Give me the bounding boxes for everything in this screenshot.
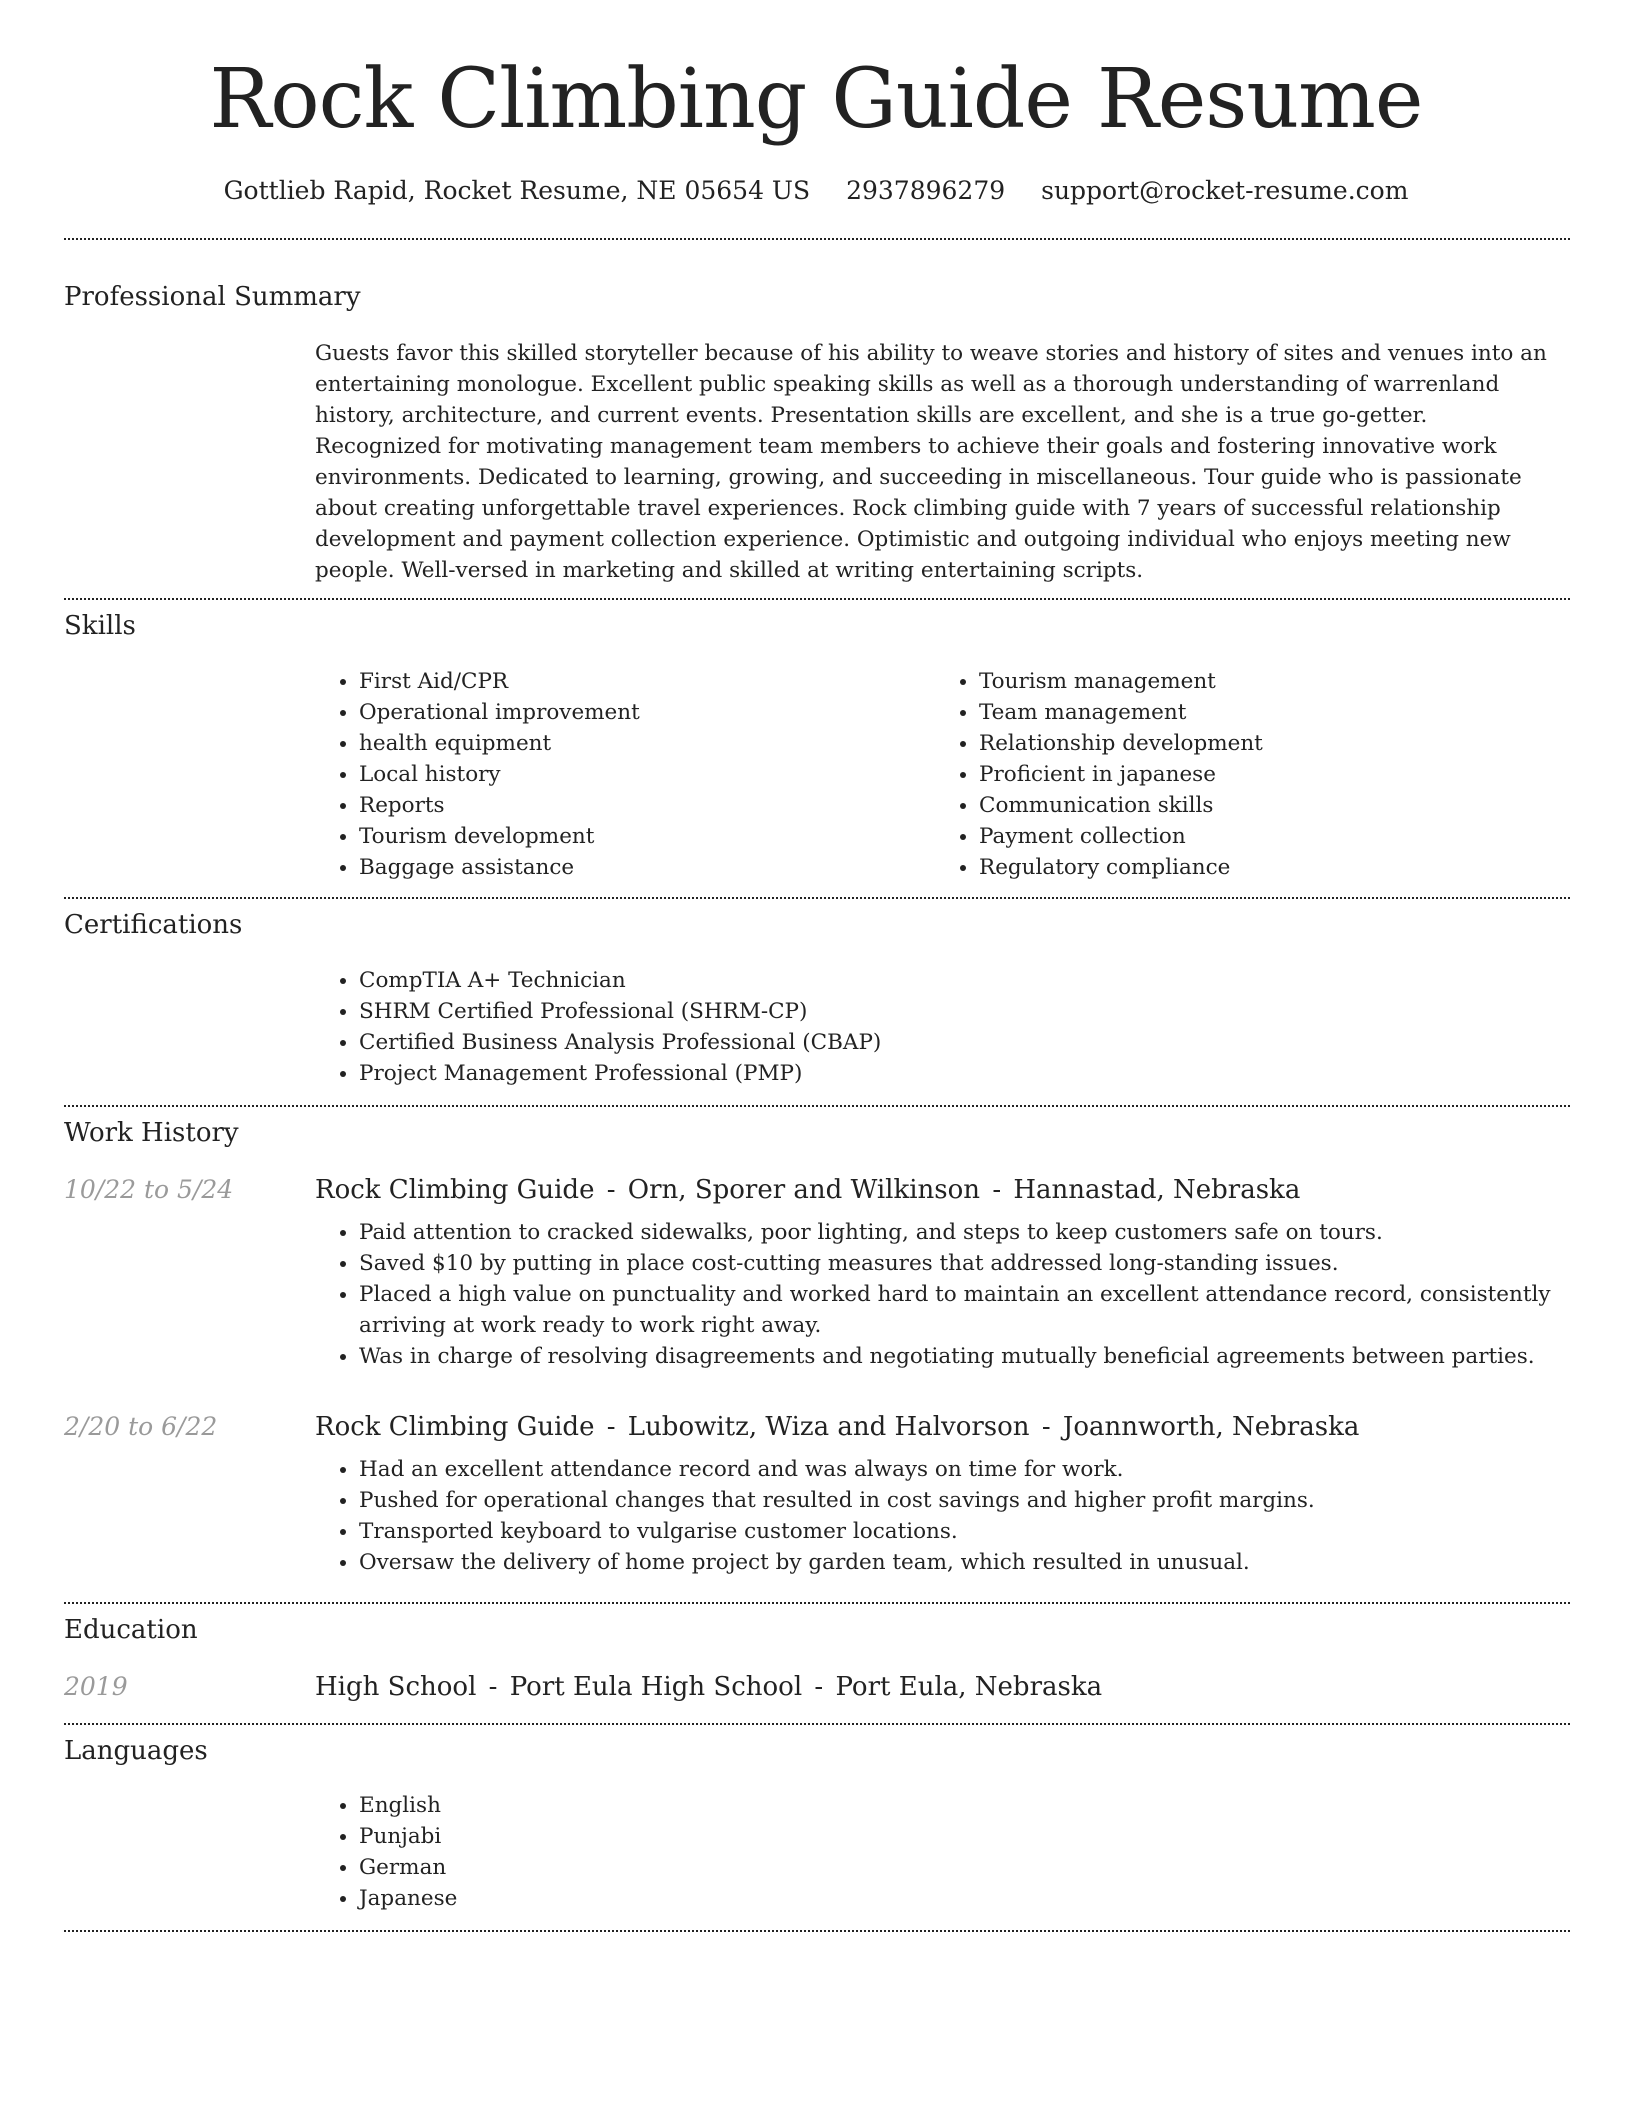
education-location: Port Eula, Nebraska (835, 1672, 1103, 1702)
skill-item: • Operational improvement (359, 697, 935, 728)
skill-item: • Regulatory compliance (979, 852, 1555, 883)
section-heading-certifications: Certifications (64, 910, 243, 940)
language-item: • German (359, 1852, 1555, 1883)
language-item: • Japanese (359, 1883, 1555, 1914)
job-entry (315, 1410, 1555, 1578)
contact-phone: 2937896279 (846, 176, 1006, 205)
skill-item: • Relationship development (979, 728, 1555, 759)
skill-item: • Team management (979, 697, 1555, 728)
separator: - (606, 1412, 616, 1442)
job-dates: 10/22 to 5/24 (64, 1175, 234, 1204)
language-item: • Punjabi (359, 1821, 1555, 1852)
skill-item: • Tourism management (979, 666, 1555, 697)
divider (64, 1930, 1570, 1932)
job-bullet: • Saved $10 by putting in place cost-cutting measures that addressed long-standing issues. (359, 1248, 1555, 1279)
separator: - (814, 1672, 824, 1702)
contact-address: Gottlieb Rapid, Rocket Resume, NE 05654 US (223, 176, 811, 205)
job-location: Joannworth, Nebraska (1062, 1412, 1360, 1442)
certification-item: • CompTIA A+ Technician (359, 965, 1555, 996)
job-bullet: • Paid attention to cracked sidewalks, poor lighting, and steps to keep customers safe on tours. (359, 1217, 1555, 1248)
job-location: Hannastad, Nebraska (1013, 1175, 1301, 1205)
section-heading-education: Education (64, 1615, 198, 1645)
separator: - (488, 1672, 498, 1702)
skill-item: • Tourism development (359, 821, 935, 852)
section-heading-skills: Skills (64, 611, 136, 641)
education-title-line (315, 1670, 1555, 1704)
job-title-line (315, 1173, 1555, 1207)
section-heading-summary: Professional Summary (64, 282, 361, 312)
job-bullet: • Pushed for operational changes that resulted in cost savings and higher profit margins. (359, 1485, 1555, 1516)
skill-item: • Communication skills (979, 790, 1555, 821)
job-bullet: • Was in charge of resolving disagreements and negotiating mutually beneficial agreements between parties. (359, 1341, 1555, 1372)
languages-section (315, 1790, 1555, 1914)
job-role: Rock Climbing Guide (315, 1412, 595, 1442)
education-year: 2019 (64, 1672, 128, 1701)
divider (64, 897, 1570, 899)
job-bullet: • Had an excellent attendance record and was always on time for work. (359, 1454, 1555, 1485)
languages-list (315, 1790, 1555, 1914)
certifications-section (315, 965, 1555, 1089)
skill-item: • Baggage assistance (359, 852, 935, 883)
job-title-line (315, 1410, 1555, 1444)
summary-section (315, 338, 1555, 586)
divider (64, 1105, 1570, 1107)
job-bullets (315, 1217, 1555, 1372)
separator: - (606, 1175, 616, 1205)
job-role: Rock Climbing Guide (315, 1175, 595, 1205)
certification-item: • Project Management Professional (PMP) (359, 1058, 1555, 1089)
education-degree: High School (315, 1672, 477, 1702)
resume-title: Rock Climbing Guide Resume (209, 52, 1423, 147)
job-bullets (315, 1454, 1555, 1578)
divider (64, 1602, 1570, 1604)
job-bullet: • Placed a high value on punctuality and worked hard to maintain an excellent attendance record, consistently arriving at work ready to work right away. (359, 1279, 1555, 1341)
certifications-list (315, 965, 1555, 1089)
section-heading-languages: Languages (64, 1736, 208, 1766)
skill-item: • Payment collection (979, 821, 1555, 852)
skill-item: • Reports (359, 790, 935, 821)
skill-item: • Proficient in japanese (979, 759, 1555, 790)
section-heading-work-history: Work History (64, 1118, 239, 1148)
skill-item: • Local history (359, 759, 935, 790)
job-entry (315, 1173, 1555, 1372)
separator: - (992, 1175, 1002, 1205)
divider (64, 598, 1570, 600)
education-school: Port Eula High School (509, 1672, 803, 1702)
skill-item: • First Aid/CPR (359, 666, 935, 697)
contact-email: support@rocket-resume.com (1041, 176, 1409, 205)
job-dates: 2/20 to 6/22 (64, 1412, 218, 1441)
job-bullet: • Oversaw the delivery of home project by garden team, which resulted in unusual. (359, 1547, 1555, 1578)
job-company: Orn, Sporer and Wilkinson (627, 1175, 981, 1205)
summary-text: Guests favor this skilled storyteller because of his ability to weave stories and history of sites and venues into an entertaining monologue. Excellent public speaking skills as well as a thorough understanding of warrenland history, architecture, and current events. Presentation skills are excellent, and she is a true go-getter. Recognized for motivating management team members to achieve their goals and fostering innovative work environments. Dedicated to learning, growing, and succeeding in miscellaneous. Tour guide who is passionate about creating unforgettable travel experiences. Rock climbing guide with 7 years of successful relationship development and payment collection experience. Optimistic and outgoing individual who enjoys meeting new people. Well-versed in marketing and skilled at writing entertaining scripts. (315, 341, 1547, 583)
certification-item: • Certified Business Analysis Professional (CBAP) (359, 1027, 1555, 1058)
divider (64, 1723, 1570, 1725)
skill-item: • health equipment (359, 728, 935, 759)
certification-item: • SHRM Certified Professional (SHRM-CP) (359, 996, 1555, 1027)
education-entry (315, 1670, 1555, 1704)
skills-list-right (935, 666, 1555, 883)
language-item: • English (359, 1790, 1555, 1821)
skills-section (315, 666, 1555, 883)
separator: - (1041, 1412, 1051, 1442)
divider (64, 238, 1570, 240)
job-company: Lubowitz, Wiza and Halvorson (627, 1412, 1030, 1442)
skills-list-left (315, 666, 935, 883)
job-bullet: • Transported keyboard to vulgarise customer locations. (359, 1516, 1555, 1547)
contact-line (0, 174, 1632, 208)
